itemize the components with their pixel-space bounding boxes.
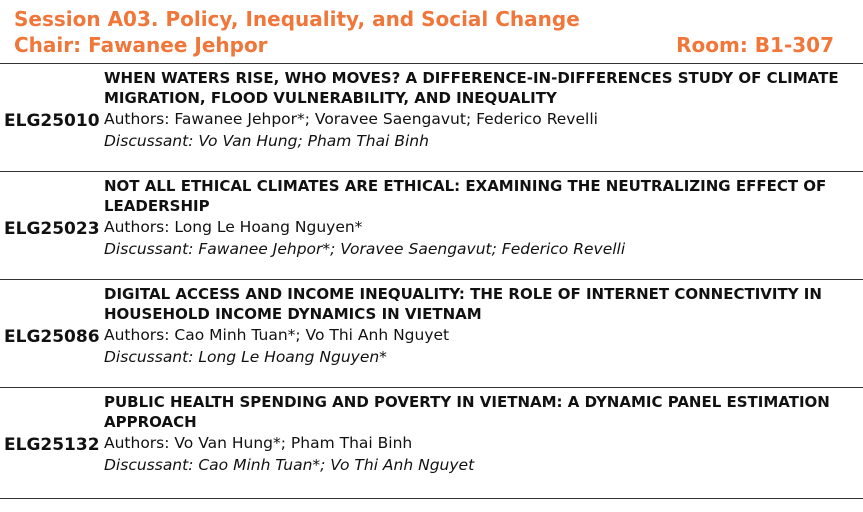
paper-authors: Authors: Long Le Hoang Nguyen* <box>104 218 363 236</box>
paper-discussant: Discussant: Fawanee Jehpor*; Voravee Saengavut; Federico Revelli <box>104 240 626 258</box>
paper-discussant: Discussant: Vo Van Hung; Pham Thai Binh <box>104 132 429 150</box>
session-room: Room: B1-307 <box>676 33 834 57</box>
session-title: Session A03. Policy, Inequality, and Social Change <box>14 7 580 31</box>
paper-entry <box>0 171 863 279</box>
session-header <box>14 6 834 58</box>
paper-list <box>0 63 863 499</box>
chair-room-line <box>14 32 834 58</box>
paper-code: ELG25086 <box>4 327 100 347</box>
paper-code: ELG25010 <box>4 111 100 131</box>
paper-code: ELG25023 <box>4 219 100 239</box>
paper-details <box>104 284 844 368</box>
paper-authors: Authors: Cao Minh Tuan*; Vo Thi Anh Nguyet <box>104 326 450 344</box>
paper-entry <box>0 63 863 171</box>
paper-title: WHEN WATERS RISE, WHO MOVES? A DIFFERENCE-IN-DIFFERENCES STUDY OF CLIMATE MIGRATION, FLOOD VULNERABILITY, AND INEQUALITY <box>104 69 839 107</box>
paper-title: NOT ALL ETHICAL CLIMATES ARE ETHICAL: EXAMINING THE NEUTRALIZING EFFECT OF LEADERSHIP <box>104 177 827 215</box>
paper-title: PUBLIC HEALTH SPENDING AND POVERTY IN VIETNAM: A DYNAMIC PANEL ESTIMATION APPROACH <box>104 393 830 431</box>
paper-authors: Authors: Fawanee Jehpor*; Voravee Saengavut; Federico Revelli <box>104 110 598 128</box>
paper-entry <box>0 387 863 499</box>
paper-discussant: Discussant: Cao Minh Tuan*; Vo Thi Anh Nguyet <box>104 456 475 474</box>
paper-details <box>104 392 844 476</box>
paper-details <box>104 176 844 260</box>
session-chair: Chair: Fawanee Jehpor <box>14 33 268 57</box>
paper-title: DIGITAL ACCESS AND INCOME INEQUALITY: THE ROLE OF INTERNET CONNECTIVITY IN HOUSEHOLD INCOME DYNAMICS IN VIETNAM <box>104 285 822 323</box>
paper-entry <box>0 279 863 387</box>
paper-discussant: Discussant: Long Le Hoang Nguyen* <box>104 348 387 366</box>
paper-code: ELG25132 <box>4 435 100 455</box>
paper-details <box>104 68 844 152</box>
paper-authors: Authors: Vo Van Hung*; Pham Thai Binh <box>104 434 413 452</box>
